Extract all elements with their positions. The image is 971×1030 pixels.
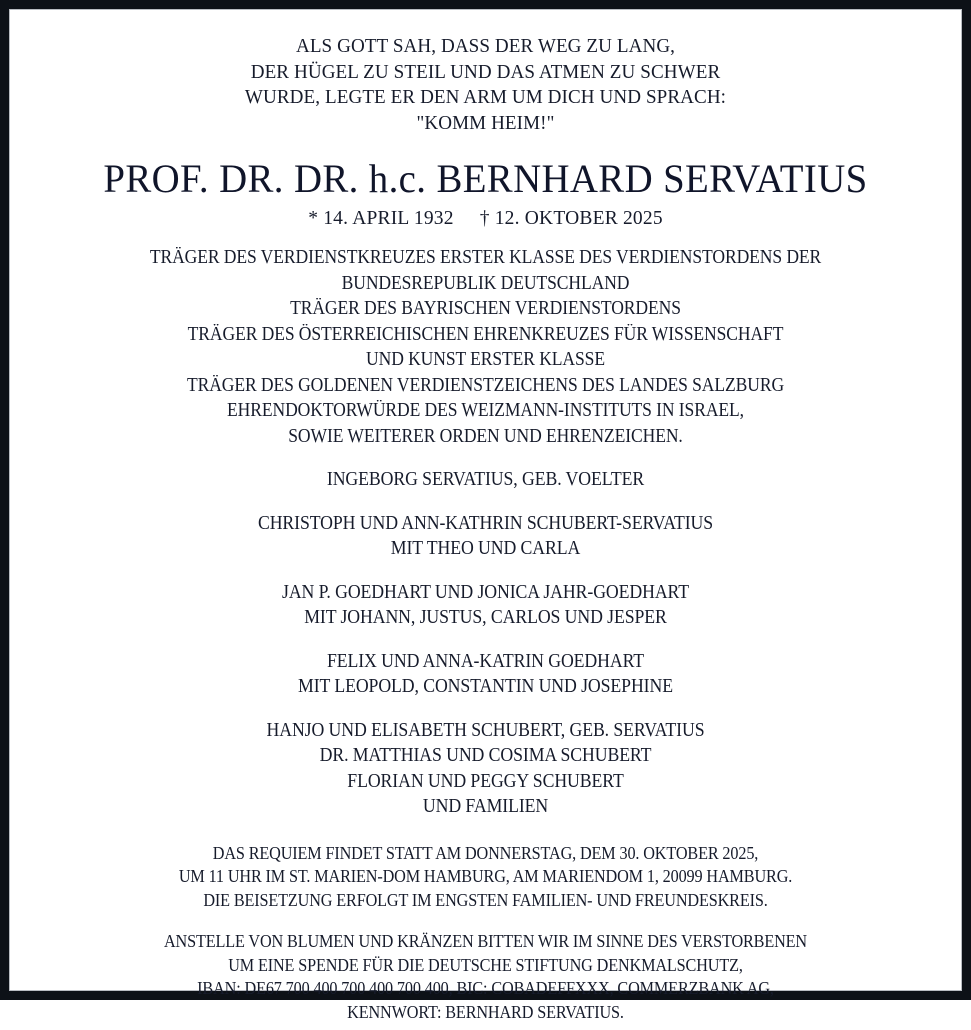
service-line: DAS REQUIEM FINDET STATT AM DONNERSTAG, DEM 30. OKTOBER 2025,: [212, 842, 759, 863]
verse-line: ALS GOTT SAH, DASS DER WEG ZU LANG,: [295, 35, 676, 57]
donation-line: UM EINE SPENDE FÜR DIE DEUTSCHE STIFTUNG DENKMALSCHUTZ,: [228, 954, 743, 975]
birth-date: * 14. APRIL 1932: [308, 208, 454, 229]
honour-line: TRÄGER DES GOLDENEN VERDIENSTZEICHENS DES LANDES SALZBURG: [186, 374, 785, 396]
obituary-content: [10, 10, 961, 1030]
mourner-line: CHRISTOPH UND ANN-KATHRIN SCHUBERT-SERVATIUS: [257, 512, 714, 534]
deceased-name: PROF. DR. DR. h.c. BERNHARD SERVATIUS: [103, 156, 868, 201]
mourner-line: DR. MATTHIAS UND COSIMA SCHUBERT: [319, 745, 652, 766]
donation-reference-line: KENNWORT: BERNHARD SERVATIUS.: [347, 1001, 624, 1022]
mourners-block: [28, 467, 943, 820]
death-date: † 12. OKTOBER 2025: [479, 208, 663, 229]
verse-line: DER HÜGEL ZU STEIL UND DAS ATMEN ZU SCHWER: [250, 60, 721, 83]
honours-block: [28, 245, 943, 449]
mourner-group: [28, 511, 943, 562]
mourner-group: [28, 649, 943, 700]
mourner-line: FLORIAN UND PEGGY SCHUBERT: [347, 770, 624, 792]
service-line: UM 11 UHR IM ST. MARIEN-DOM HAMBURG, AM MARIENDOM 1, 20099 HAMBURG.: [178, 866, 793, 886]
honour-line: TRÄGER DES ÖSTERREICHISCHEN EHRENKREUZES FÜR WISSENSCHAFT: [187, 323, 784, 345]
donation-block: [28, 930, 943, 1024]
obituary-frame-inner: [9, 9, 962, 1022]
mourner-line: HANJO UND ELISABETH SCHUBERT, GEB. SERVATIUS: [266, 719, 705, 741]
mourner-line: MIT JOHANN, JUSTUS, CARLOS UND JESPER: [304, 607, 667, 628]
honour-line: BUNDESREPUBLIK DEUTSCHLAND: [341, 272, 630, 294]
service-details-block: [28, 842, 943, 913]
donation-line: ANSTELLE VON BLUMEN UND KRÄNZEN BITTEN WIR IM SINNE DES VERSTORBENEN: [163, 931, 807, 951]
mourner-group: [28, 467, 943, 493]
deceased-block: [28, 156, 943, 231]
mourner-line: MIT THEO UND CARLA: [390, 538, 581, 559]
mourner-line: FELIX UND ANNA-KATRIN GOEDHART: [326, 650, 645, 672]
service-line: DIE BEISETZUNG ERFOLGT IM ENGSTEN FAMILIEN- UND FREUNDESKREIS.: [203, 889, 768, 910]
verse-line: "KOMM HEIM!": [416, 111, 555, 134]
mourner-group: [28, 580, 943, 631]
deceased-dates: [28, 207, 943, 231]
mourner-line: JAN P. GOEDHART UND JONICA JAHR-GOEDHART: [282, 581, 689, 603]
verse-block: [28, 34, 943, 136]
honour-line: SOWIE WEITERER ORDEN UND EHRENZEICHEN.: [288, 425, 683, 447]
honour-line: TRÄGER DES BAYRISCHEN VERDIENSTORDENS: [290, 298, 681, 319]
mourner-group: [28, 718, 943, 820]
honour-line: UND KUNST ERSTER KLASSE: [366, 349, 605, 370]
mourner-line: INGEBORG SERVATIUS, GEB. VOELTER: [326, 469, 645, 490]
honour-line: TRÄGER DES VERDIENSTKREUZES ERSTER KLASSE DES VERDIENSTORDENS DER: [149, 247, 822, 268]
verse-line: WURDE, LEGTE ER DEN ARM UM DICH UND SPRACH:: [244, 86, 727, 108]
donation-bank-line: IBAN: DE67 700 400 700 400 700 400, BIC: COBADEFFXXX, COMMERZBANK AG,: [197, 978, 774, 998]
mourner-line: MIT LEOPOLD, CONSTANTIN UND JOSEPHINE: [298, 676, 673, 697]
mourner-line: UND FAMILIEN: [422, 796, 549, 817]
honour-line: EHRENDOKTORWÜRDE DES WEIZMANN-INSTITUTS IN ISRAEL,: [227, 400, 744, 421]
